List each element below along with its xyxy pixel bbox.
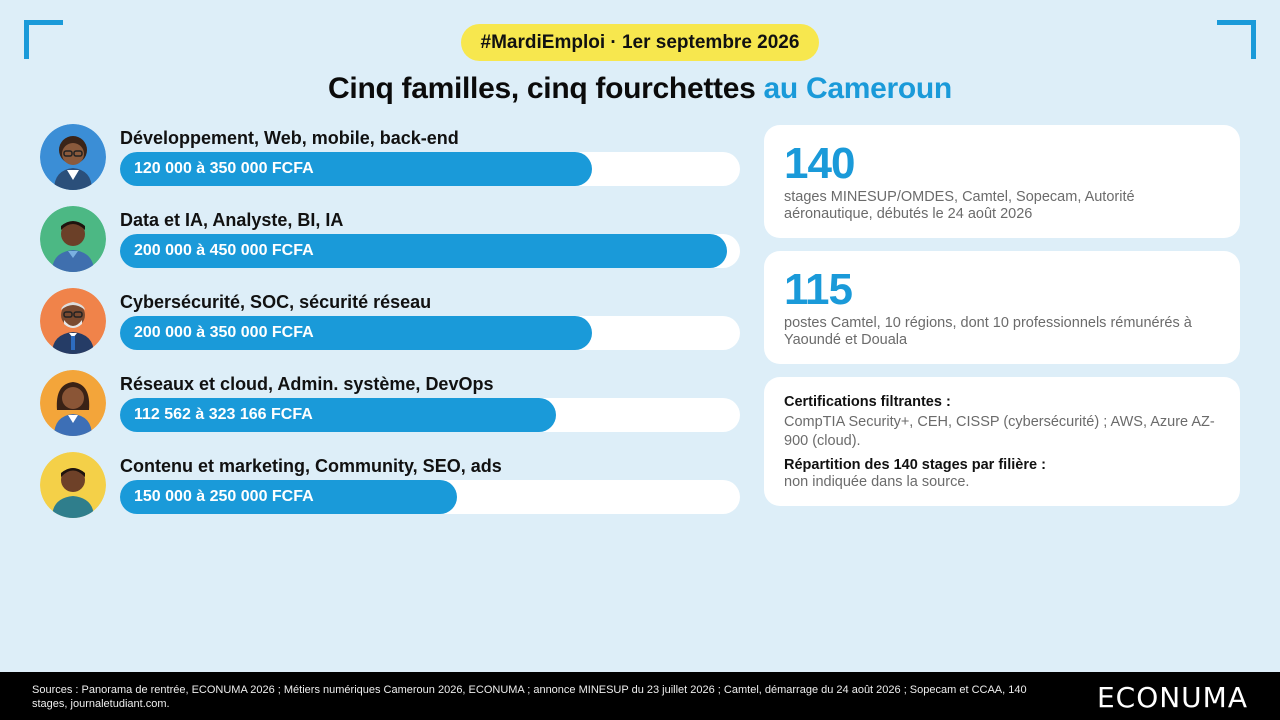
distribution-text: non indiquée dans la source. xyxy=(784,474,970,490)
family-row-dev xyxy=(40,124,740,194)
family-row-cyber xyxy=(40,288,740,358)
corner-decoration-top-right xyxy=(1217,20,1256,59)
stat-description: stages MINESUP/OMDES, Camtel, Sopecam, Autorité aéronautique, débutés le 24 août 2026 xyxy=(784,189,1135,222)
avatar-marketer xyxy=(40,452,106,518)
stat-number: 140 xyxy=(784,139,855,188)
family-row-marketing xyxy=(40,452,740,522)
family-label: Contenu et marketing, Community, SEO, ads xyxy=(120,456,502,476)
info-card-certifications xyxy=(764,377,1240,506)
stat-number: 115 xyxy=(784,265,852,314)
page-title xyxy=(0,72,1280,106)
range-bar-track xyxy=(120,152,740,186)
range-bar-track xyxy=(120,480,740,514)
family-label: Cybersécurité, SOC, sécurité réseau xyxy=(120,292,432,312)
avatar-data-analyst xyxy=(40,206,106,272)
stat-description: postes Camtel, 10 régions, dont 10 professionnels rémunérés à Yaoundé et Douala xyxy=(784,315,1192,348)
sources-text: Sources : Panorama de rentrée, ECONUMA 2026 ; Métiers numériques Cameroun 2026, ECONUMA ; annonce MINESUP du 23 juillet 2026 ; Camtel, démarrage du 24 août 2026 ; Sopecam et CCAA, 140 stages, journaletudiant.com. xyxy=(32,684,1027,710)
range-bar-track xyxy=(120,316,740,350)
certifications-heading: Certifications filtrantes : xyxy=(784,394,951,410)
family-row-data xyxy=(40,206,740,276)
title-main: Cinq familles, cinq fourchettes xyxy=(328,72,756,105)
range-bar-track xyxy=(120,234,740,268)
range-label: 200 000 à 450 000 FCFA xyxy=(134,242,314,259)
avatar-cloud-admin xyxy=(40,370,106,436)
family-label: Réseaux et cloud, Admin. système, DevOps xyxy=(120,374,494,394)
range-bar-track xyxy=(120,398,740,432)
certifications-text: CompTIA Security+, CEH, CISSP (cybersécurité) ; AWS, Azure AZ-900 (cloud). xyxy=(784,414,1215,449)
family-label: Développement, Web, mobile, back-end xyxy=(120,128,459,148)
range-label: 120 000 à 350 000 FCFA xyxy=(134,160,314,177)
family-row-cloud xyxy=(40,370,740,440)
footer xyxy=(0,672,1280,720)
stat-card-internships xyxy=(764,125,1240,238)
avatar-developer xyxy=(40,124,106,190)
hashtag-date-badge: #MardiEmploi · 1er septembre 2026 xyxy=(461,24,819,61)
avatar-security-expert xyxy=(40,288,106,354)
title-accent: au Cameroun xyxy=(763,72,952,105)
distribution-heading: Répartition des 140 stages par filière : xyxy=(784,457,1046,473)
econuma-logo: ECONUMA xyxy=(1096,681,1248,714)
range-label: 200 000 à 350 000 FCFA xyxy=(134,324,314,341)
family-label: Data et IA, Analyste, BI, IA xyxy=(120,210,344,230)
range-label: 150 000 à 250 000 FCFA xyxy=(134,488,314,505)
stat-card-positions xyxy=(764,251,1240,364)
range-label: 112 562 à 323 166 FCFA xyxy=(134,406,313,423)
corner-decoration-top-left xyxy=(24,20,63,59)
